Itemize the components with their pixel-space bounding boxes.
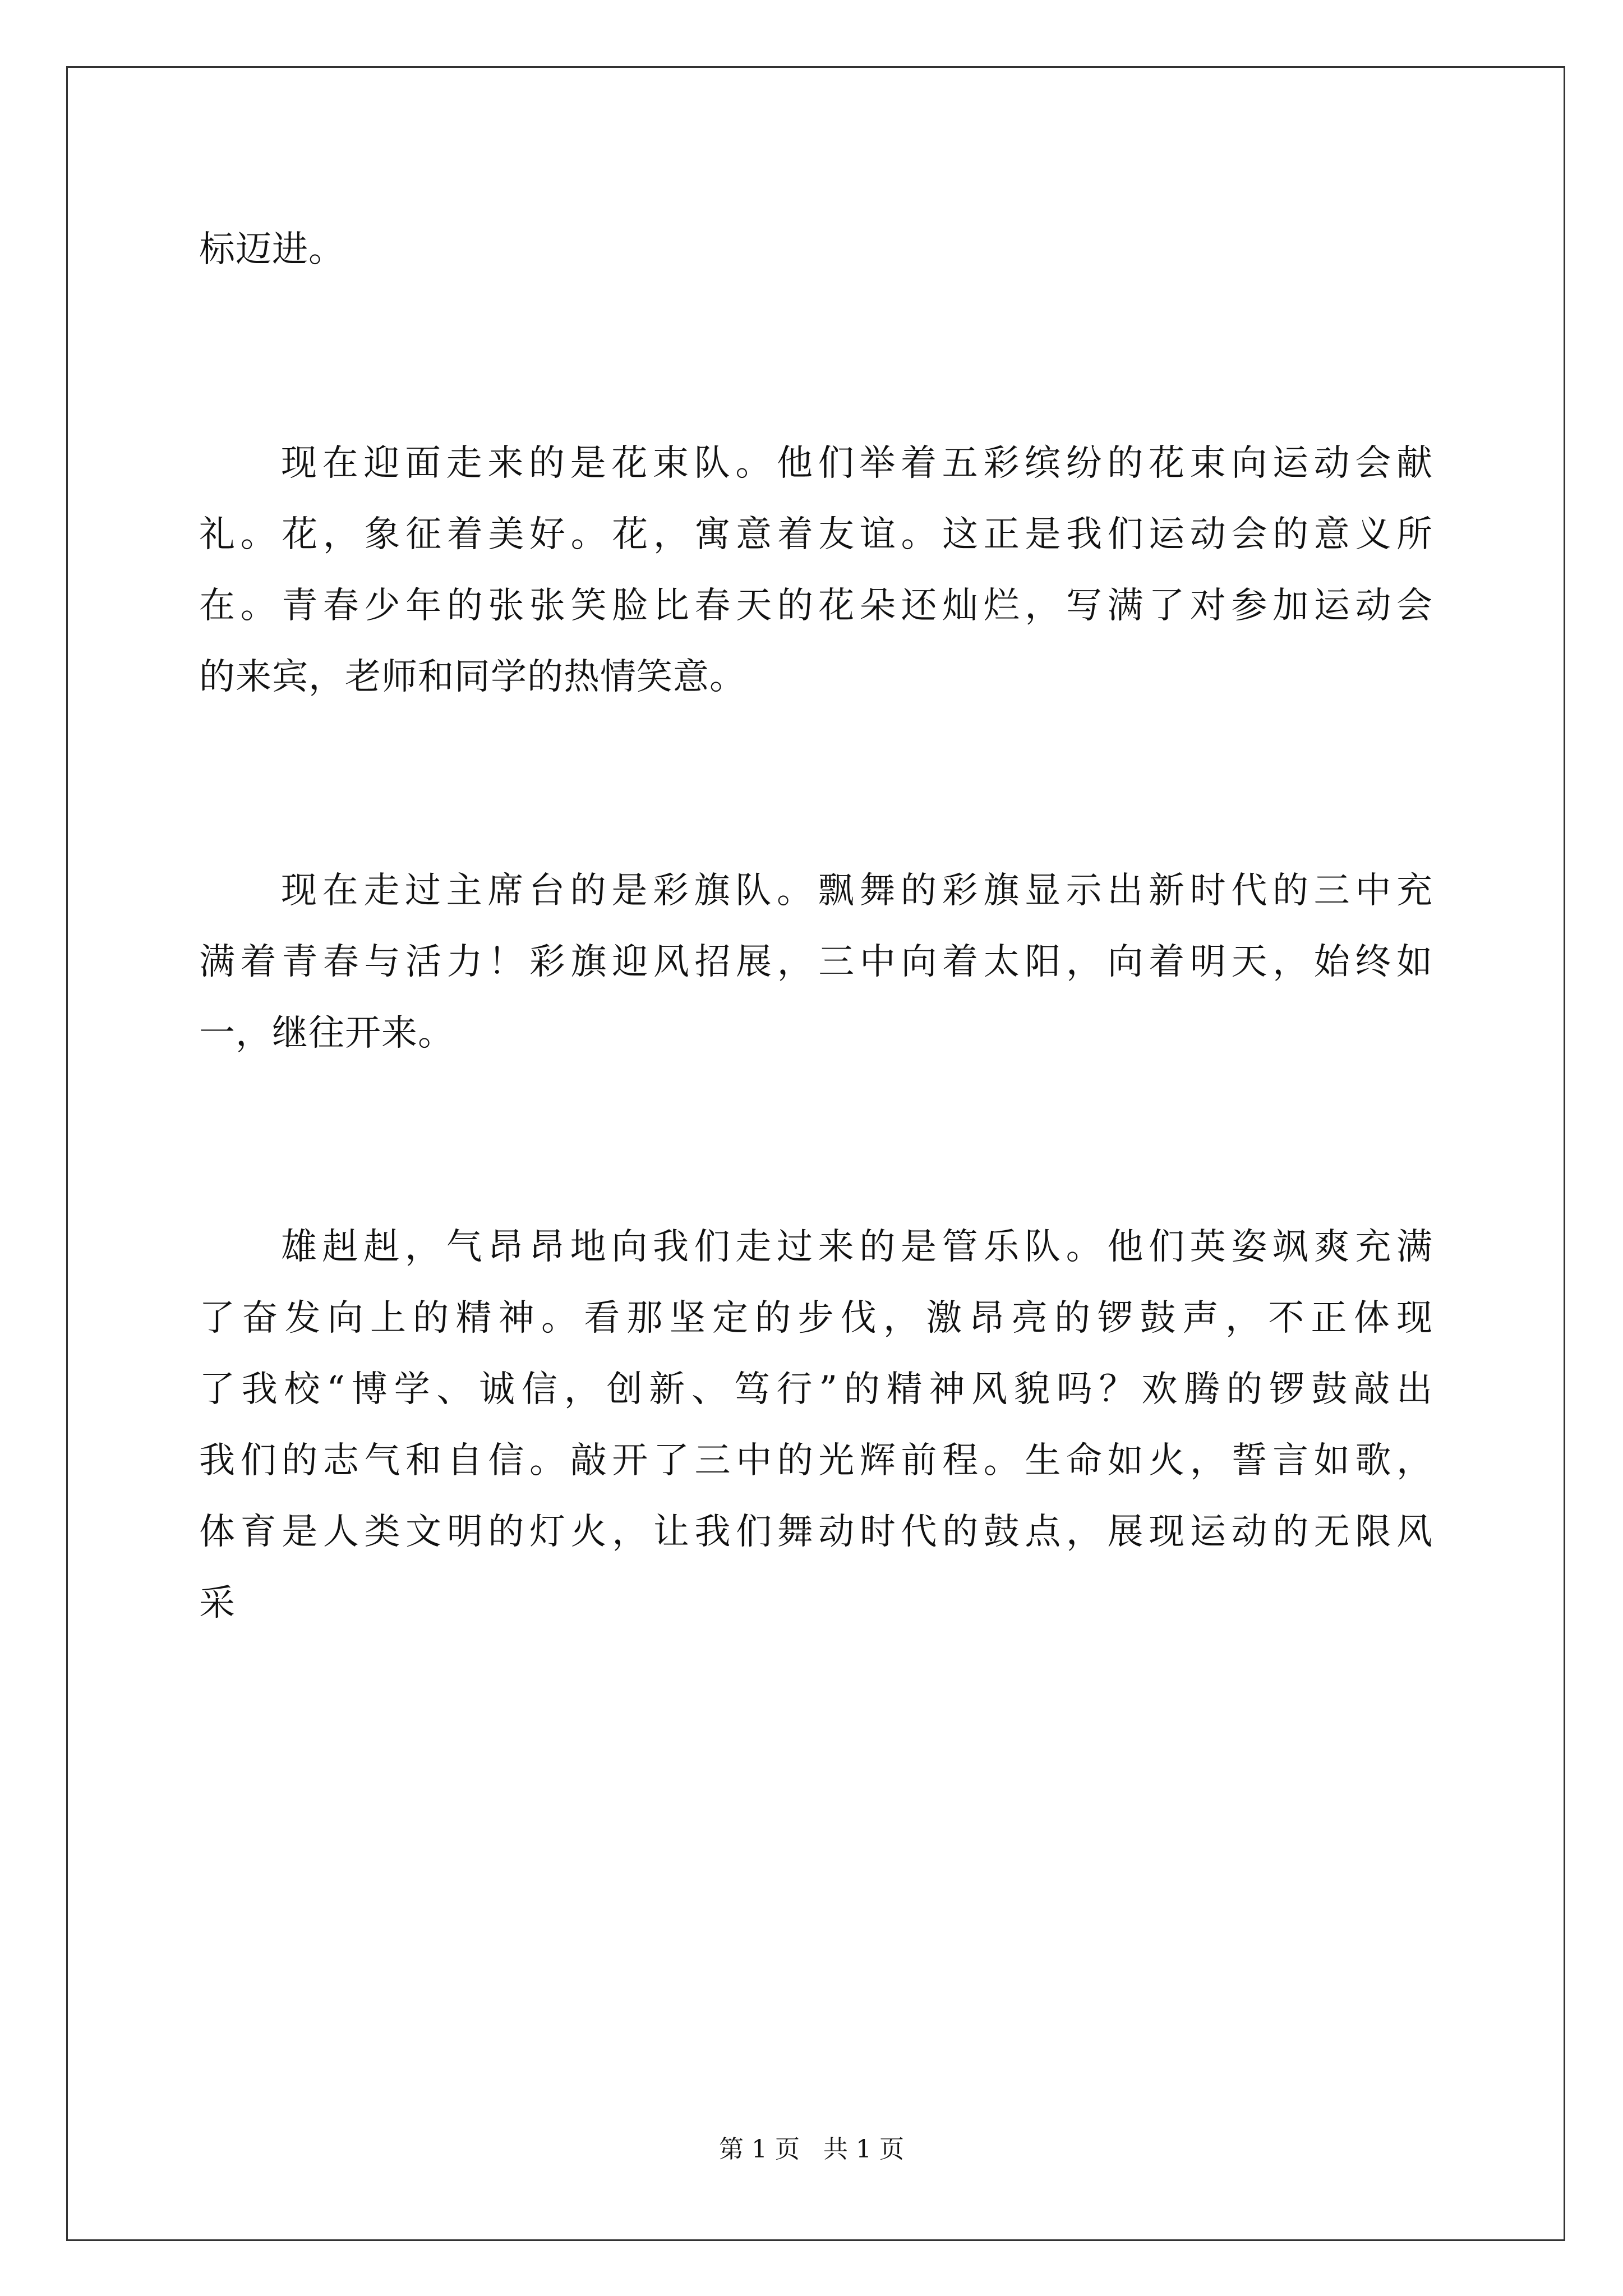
document-body	[199, 214, 1433, 1639]
text-line: 满着青春与活力！彩旗迎风招展，三中向着太阳，向着明天，始终如	[199, 941, 1433, 983]
paragraph-gap	[199, 286, 1433, 428]
text-line: 在。青春少年的张张笑脸比春天的花朵还灿烂，写满了对参加运动会	[199, 585, 1433, 627]
page-number-footer: 第 1 页 共 1 页	[719, 2135, 904, 2164]
text-line: 的来宾，老师和同学的热情笑意。	[199, 656, 746, 698]
paragraph-gap	[199, 713, 1433, 855]
text-line: 体育是人类文明的灯火，让我们舞动时代的鼓点，展现运动的无限风	[199, 1511, 1433, 1553]
paragraph-gap	[199, 1069, 1433, 1212]
text-line: 礼。花，象征着美好。花，寓意着友谊。这正是我们运动会的意义所	[199, 514, 1433, 555]
text-line: 雄赳赳，气昂昂地向我们走过来的是管乐队。他们英姿飒爽充满	[281, 1226, 1433, 1268]
text-line: 现在走过主席台的是彩旗队。飘舞的彩旗显示出新时代的三中充	[281, 870, 1433, 912]
text-line: 一，继往开来。	[199, 1013, 454, 1054]
text-line: 了我校“博学、诚信，创新、笃行”的精神风貌吗？欢腾的锣鼓敲出	[199, 1369, 1433, 1410]
text-line: 标迈进。	[199, 229, 345, 270]
text-line: 采	[199, 1582, 236, 1624]
text-line: 现在迎面走来的是花束队。他们举着五彩缤纷的花束向运动会献	[281, 443, 1433, 484]
text-line: 了奋发向上的精神。看那坚定的步伐，激昂亮的锣鼓声，不正体现	[199, 1297, 1433, 1339]
text-line: 我们的志气和自信。敲开了三中的光辉前程。生命如火，誓言如歌，	[199, 1440, 1433, 1481]
